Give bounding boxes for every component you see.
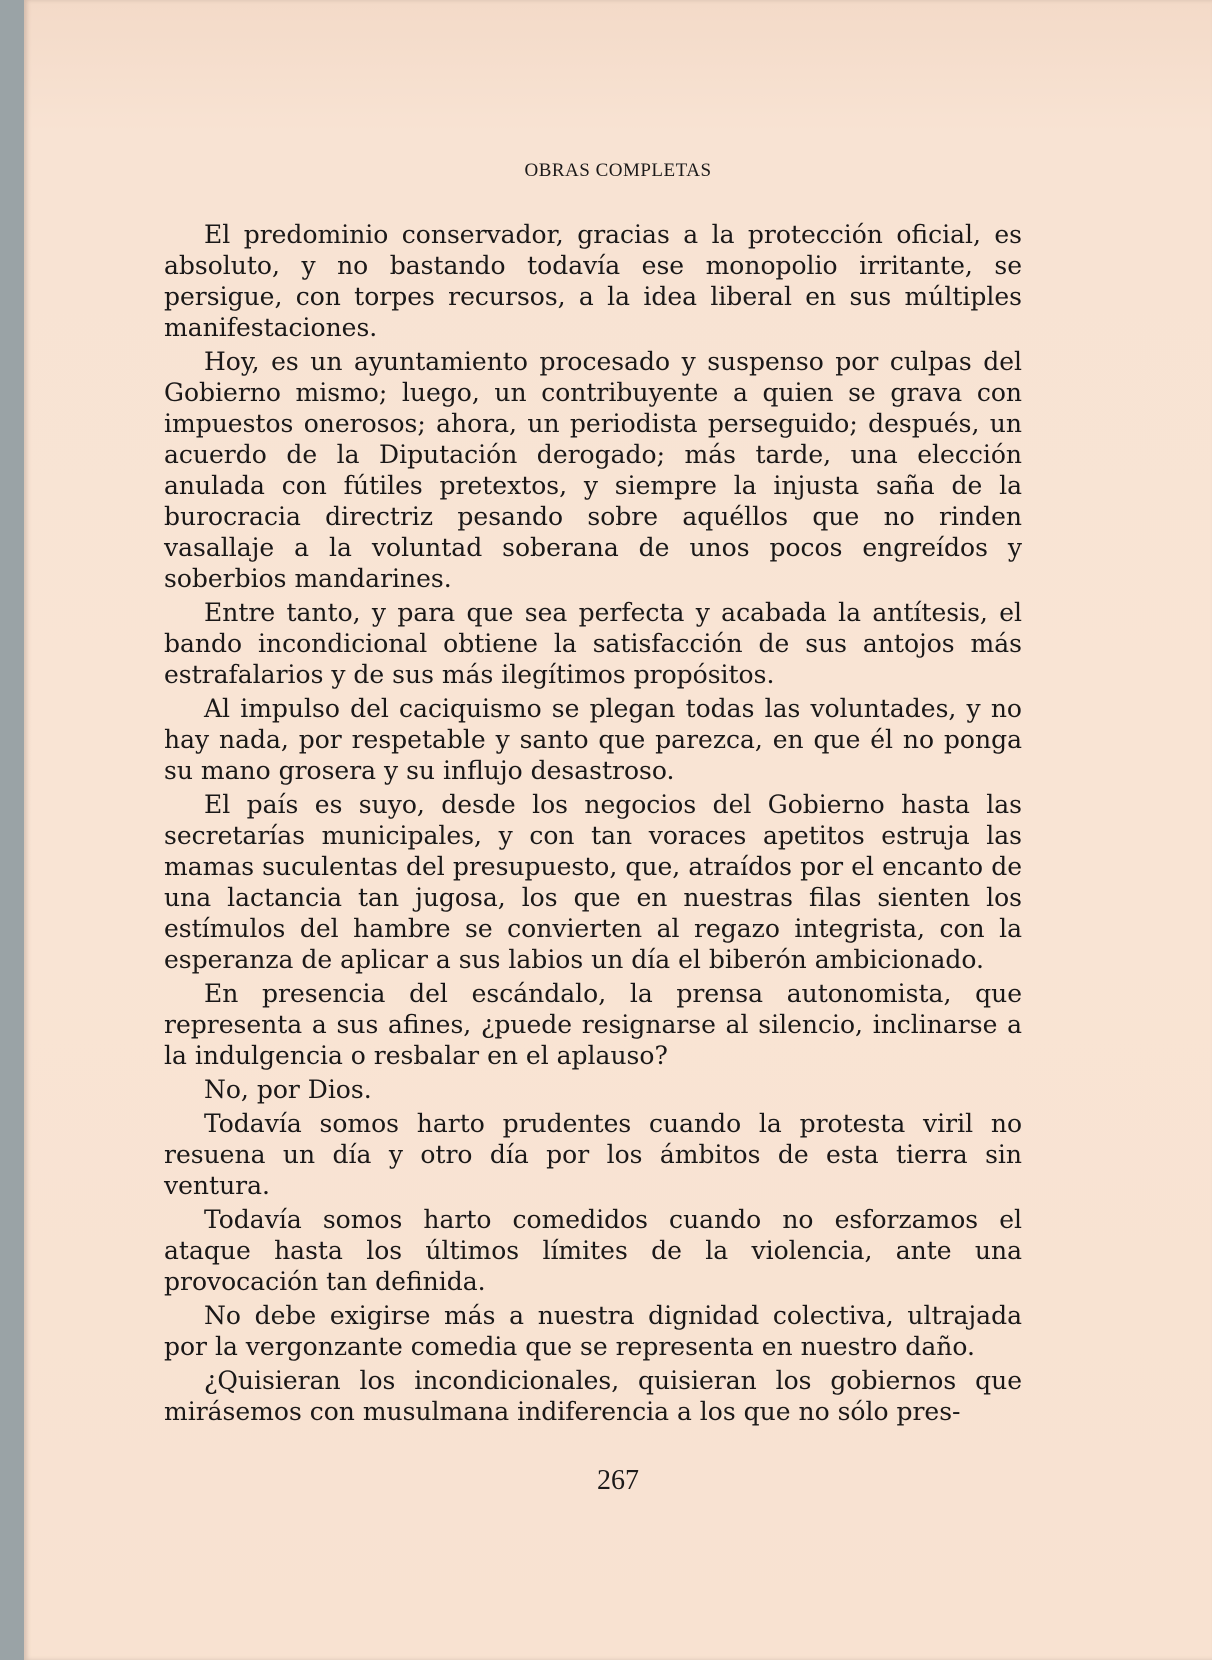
running-header: OBRAS COMPLETAS xyxy=(524,160,712,181)
paragraph: No, por Dios. xyxy=(204,1075,372,1104)
page-number: 267 xyxy=(597,1465,639,1496)
book-page xyxy=(24,0,1212,1660)
paragraph: Hoy, es un ayuntamiento procesado y suspenso por culpas del Gobierno mismo; luego, un contribuyente a quien se grava con impuestos onerosos; ahora, un periodista perseguido; después, un acuerdo de la Diputación derogado; más tarde, una elección anulada con fútiles pretextos, y siempre la injusta saña de la burocracia directriz pesando sobre aquéllos que no rinden vasallaje a la voluntad soberana de unos pocos engreídos y soberbios mandarines. xyxy=(164,347,1022,593)
paragraph: En presencia del escándalo, la prensa autonomista, que representa a sus afines, ¿puede resignarse al silencio, inclinarse a la indulgencia o resbalar en el aplauso? xyxy=(164,979,1022,1070)
body-text xyxy=(164,219,1022,1430)
paragraph: El predominio conservador, gracias a la protección oficial, es absoluto, y no bastando todavía ese monopolio irritante, se persigue, con torpes recursos, a la idea liberal en sus múltiples manifestaciones. xyxy=(164,220,1022,342)
paragraph: Todavía somos harto prudentes cuando la protesta viril no resuena un día y otro día por los ámbitos de esta tierra sin ventura. xyxy=(164,1109,1022,1200)
paragraph: Entre tanto, y para que sea perfecta y acabada la antítesis, el bando incondicional obtiene la satisfacción de sus antojos más estrafalarios y de sus más ilegítimos propósitos. xyxy=(164,598,1022,689)
paragraph: Todavía somos harto comedidos cuando no esforzamos el ataque hasta los últimos límites de la violencia, ante una provocación tan definida. xyxy=(164,1205,1022,1296)
paragraph: Al impulso del caciquismo se plegan todas las voluntades, y no hay nada, por respetable y santo que parezca, en que él no ponga su mano grosera y su influjo desastroso. xyxy=(164,694,1022,785)
paragraph: No debe exigirse más a nuestra dignidad colectiva, ultrajada por la vergonzante comedia que se representa en nuestro daño. xyxy=(164,1301,1022,1361)
paragraph: ¿Quisieran los incondicionales, quisieran los gobiernos que mirásemos con musulmana indiferencia a los que no sólo pres- xyxy=(164,1366,1022,1426)
paragraph: El país es suyo, desde los negocios del Gobierno hasta las secretarías municipales, y con tan voraces apetitos estruja las mamas suculentas del presupuesto, que, atraídos por el encanto de una lactancia tan jugosa, los que en nuestras filas sienten los estímulos del hambre se convierten al regazo integrista, con la esperanza de aplicar a sus labios un día el biberón ambicionado. xyxy=(164,790,1022,974)
